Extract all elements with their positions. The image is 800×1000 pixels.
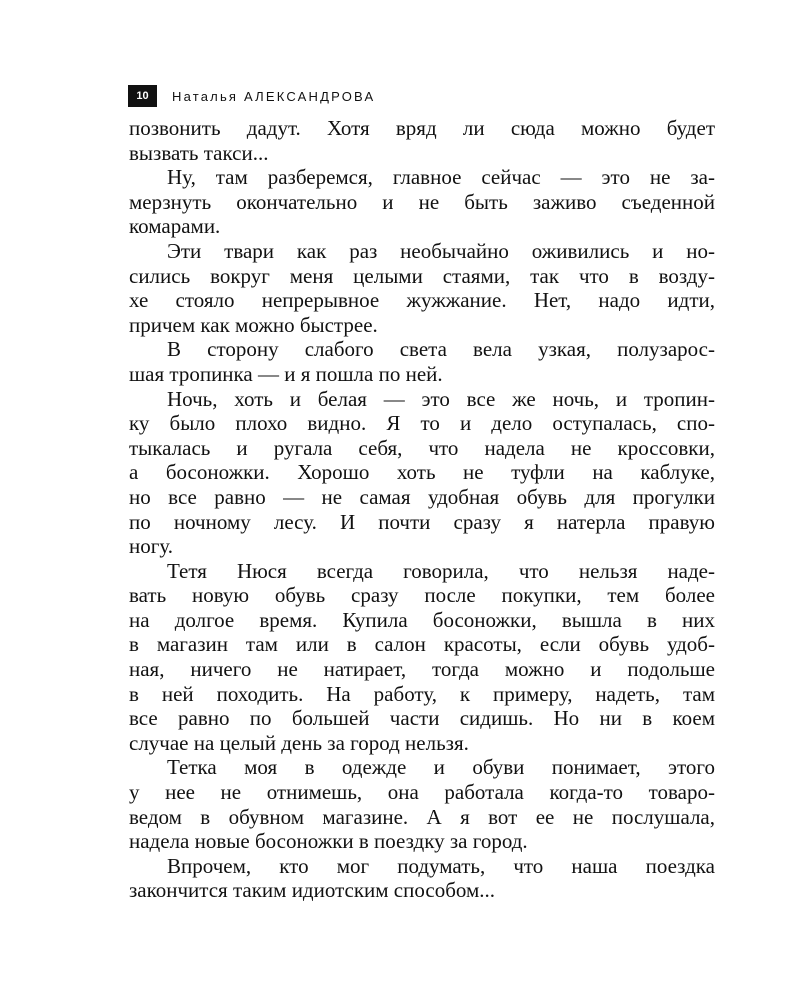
text-line: ку было плохо видно. Я то и дело оступалась, спо- — [129, 411, 715, 436]
text-line: Эти твари как раз необычайно оживились и но- — [167, 238, 715, 263]
text-line: В сторону слабого света вела узкая, полузарос- — [167, 337, 715, 362]
text-line: у нее не отнимешь, она работала когда-то товаро- — [129, 780, 715, 805]
text-line: а босоножки. Хорошо хоть не туфли на каблуке, — [129, 460, 715, 485]
text-line: шая тропинка — и я пошла по ней. — [129, 361, 443, 386]
text-line: Тетка моя в одежде и обуви понимает, этого — [167, 755, 715, 780]
text-line: ведом в обувном магазине. А я вот ее не послушала, — [129, 804, 715, 829]
text-line: все равно по большей части сидишь. Но ни в коем — [129, 706, 715, 731]
text-line: ногу. — [129, 534, 173, 559]
text-line: надела новые босоножки в поездку за город. — [129, 829, 528, 854]
text-line: вызвать такси... — [129, 140, 269, 165]
text-line: позвонить дадут. Хотя вряд ли сюда можно будет — [129, 116, 715, 140]
text-line: Впрочем, кто мог подумать, что наша поездка — [167, 853, 715, 878]
text-line: ная, ничего не натирает, тогда можно и подольше — [129, 657, 715, 682]
text-line: Тетя Нюся всегда говорила, что нельзя наде- — [167, 558, 715, 583]
text-line: на долгое время. Купила босоножки, вышла в них — [129, 607, 715, 632]
text-line: хе стояло непрерывное жужжание. Нет, надо идти, — [129, 288, 715, 313]
text-line: сились вокруг меня целыми стаями, так что в возду- — [129, 263, 715, 288]
text-line: в магазин там или в салон красоты, если обувь удоб- — [129, 632, 715, 657]
text-line: но все равно — не самая удобная обувь для прогулки — [129, 484, 715, 509]
text-line: вать новую обувь сразу после покупки, тем более — [129, 583, 715, 608]
body-text — [129, 116, 715, 903]
text-line: в ней походить. На работу, к примеру, надеть, там — [129, 681, 715, 706]
page-number: 10 — [128, 85, 157, 107]
text-line: комарами. — [129, 214, 221, 239]
text-line: Ночь, хоть и белая — это все же ночь, и тропин- — [167, 386, 715, 411]
text-line: по ночному лесу. И почти сразу я натерла правую — [129, 509, 715, 534]
running-head — [128, 84, 375, 108]
text-line: Ну, там разберемся, главное сейчас — это не за- — [167, 165, 715, 190]
text-line: мерзнуть окончательно и не быть заживо съеденной — [129, 189, 715, 214]
text-line: тыкалась и ругала себя, что надела не кроссовки, — [129, 435, 715, 460]
text-line: случае на целый день за город нельзя. — [129, 730, 469, 755]
text-line: причем как можно быстрее. — [129, 312, 378, 337]
author-name: Наталья АЛЕКСАНДРОВА — [172, 88, 376, 104]
text-line: закончится таким идиотским способом... — [129, 878, 496, 903]
